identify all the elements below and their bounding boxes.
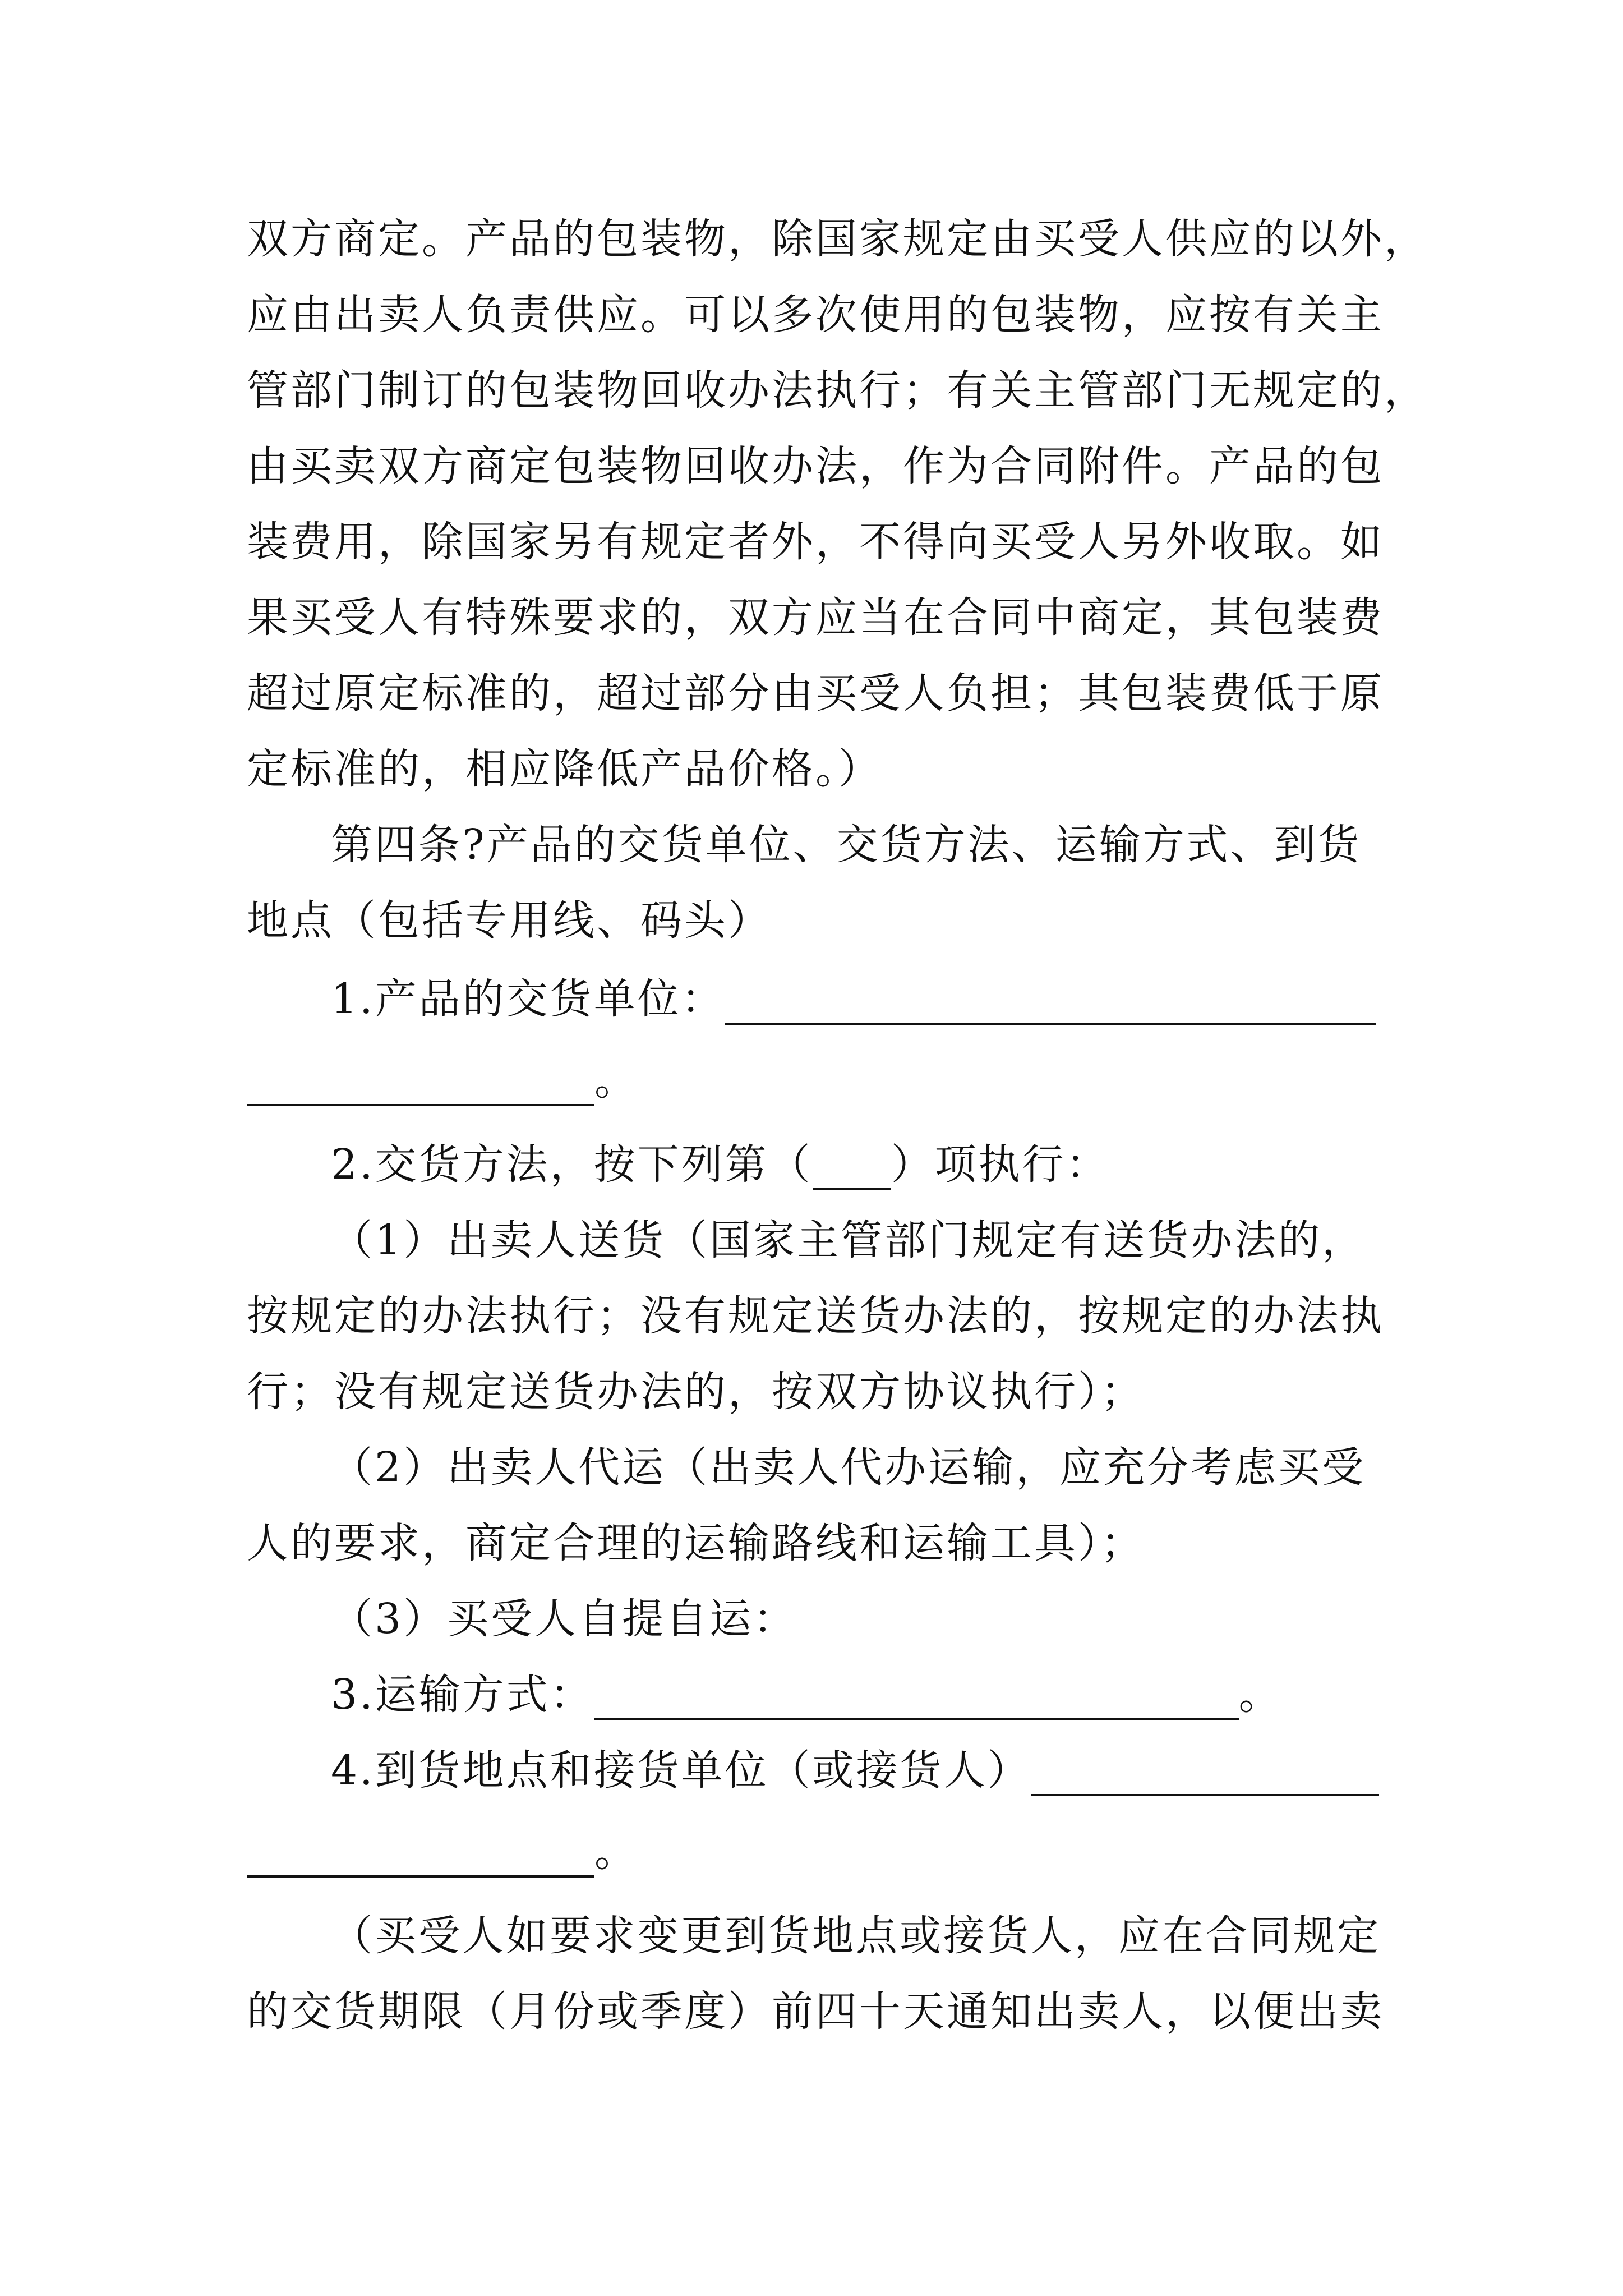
option1-line-1: （1）出卖人送货（国家主管部门规定有送货办法的， bbox=[331, 1216, 1366, 1264]
item1-label: 1.产品的交货单位： bbox=[331, 975, 725, 1023]
item1-row bbox=[331, 973, 1376, 1025]
paragraph-line-2: 应由出卖人负责供应。可以多次使用的包装物，应按有关主 bbox=[247, 291, 1384, 339]
article4-heading-line-1: 第四条?产品的交货单位、交货方法、运输方式、到货 bbox=[331, 821, 1362, 869]
item4-period: 。 bbox=[594, 1828, 638, 1876]
item4-row bbox=[331, 1745, 1379, 1796]
paragraph-line-3: 管部门制订的包装物回收办法执行；有关主管部门无规定的， bbox=[247, 366, 1428, 415]
item3-label: 3.运输方式： bbox=[331, 1671, 594, 1719]
destination-field-cont[interactable] bbox=[247, 1836, 594, 1878]
option1-line-3: 行；没有规定送货办法的，按双方协议执行）； bbox=[247, 1368, 1145, 1416]
item1-period: 。 bbox=[594, 1056, 638, 1105]
delivery-method-choice-field[interactable] bbox=[813, 1149, 891, 1190]
item4-label: 4.到货地点和接货单位（或接货人） bbox=[331, 1746, 1031, 1795]
item4-continuation bbox=[247, 1826, 638, 1878]
item2-row bbox=[331, 1139, 1110, 1190]
option1-line-2: 按规定的办法执行；没有规定送货办法的，按规定的办法执 bbox=[247, 1292, 1384, 1340]
option3-line: （3）买受人自提自运： bbox=[331, 1595, 797, 1643]
paragraph-line-5: 装费用，除国家另有规定者外，不得向买受人另外收取。如 bbox=[247, 518, 1384, 566]
delivery-unit-field-cont[interactable] bbox=[247, 1065, 594, 1106]
paragraph-line-7: 超过原定标准的，超过部分由买受人负担；其包装费低于原 bbox=[247, 669, 1384, 717]
article4-heading-line-2: 地点（包括专用线、码头） bbox=[247, 896, 772, 945]
transport-method-field[interactable] bbox=[594, 1679, 1239, 1720]
option2-line-1: （2）出卖人代运（出卖人代办运输，应充分考虑买受 bbox=[331, 1443, 1366, 1492]
item3-row bbox=[331, 1669, 1283, 1720]
destination-field[interactable] bbox=[1031, 1755, 1379, 1796]
note-line-2: 的交货期限（月份或季度）前四十天通知出卖人，以便出卖 bbox=[247, 1987, 1384, 2036]
paragraph-line-8: 定标准的，相应降低产品价格。） bbox=[247, 745, 882, 793]
paragraph-line-6: 果买受人有特殊要求的，双方应当在合同中商定，其包装费 bbox=[247, 593, 1384, 642]
item2-suffix: ）项执行： bbox=[891, 1140, 1110, 1189]
item3-period: 。 bbox=[1238, 1671, 1283, 1719]
option2-line-2: 人的要求，商定合理的运输路线和运输工具）； bbox=[247, 1519, 1145, 1567]
paragraph-line-1: 双方商定。产品的包装物，除国家规定由买受人供应的以外， bbox=[247, 215, 1428, 263]
item1-continuation bbox=[247, 1055, 638, 1106]
note-line-1: （买受人如要求变更到货地点或接货人，应在合同规定 bbox=[331, 1912, 1381, 1960]
delivery-unit-field[interactable] bbox=[725, 983, 1376, 1025]
item2-prefix: 2.交货方法，按下列第（ bbox=[331, 1140, 813, 1189]
paragraph-line-4: 由买卖双方商定包装物回收办法，作为合同附件。产品的包 bbox=[247, 442, 1384, 490]
